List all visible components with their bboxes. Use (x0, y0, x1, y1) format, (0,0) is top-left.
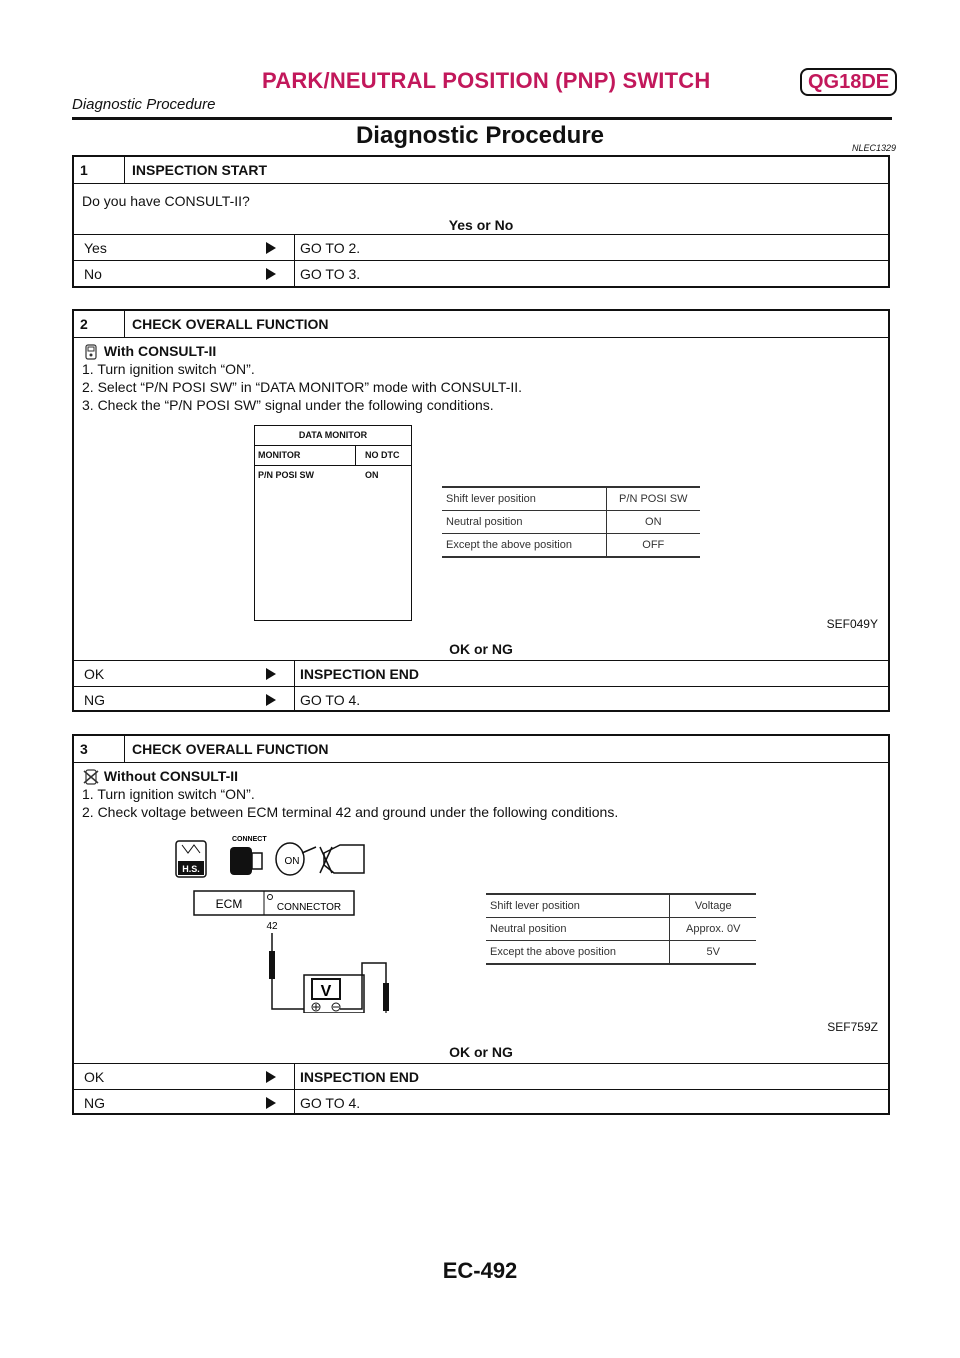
engine-code-badge: QG18DE (800, 68, 897, 96)
table-header-cell: Shift lever position (486, 894, 670, 918)
arrow-right-icon (266, 242, 276, 254)
step-header (74, 736, 888, 762)
condition-table (442, 486, 700, 558)
result-row (74, 660, 888, 686)
table-header-row (442, 487, 700, 511)
choice-text: OK or NG (449, 641, 513, 657)
instruction-line: 3. Check the “P/N POSI SW” signal under the following conditions. (82, 397, 494, 413)
table-cell: ON (606, 511, 700, 534)
mode-label: With CONSULT-II (103, 343, 217, 359)
monitor-title: DATA MONITOR (255, 426, 411, 446)
result-action: INSPECTION END (300, 1069, 420, 1085)
monitor-value: ON (365, 470, 379, 480)
table-header-cell: Voltage (670, 894, 756, 918)
step-title: CHECK OVERALL FUNCTION (132, 316, 329, 332)
instruction-line: 1. Turn ignition switch “ON”. (82, 361, 255, 377)
step-body (74, 337, 888, 660)
instruction-line: 2. Select “P/N POSI SW” in “DATA MONITOR” mode with CONSULT-II. (82, 379, 523, 395)
step-number: 2 (80, 316, 88, 332)
result-action: GO TO 3. (300, 266, 361, 282)
step-3-block (72, 734, 890, 1115)
data-monitor-screen (254, 425, 412, 621)
table-cell: Except the above position (442, 534, 606, 558)
mode-label: Without CONSULT-II (103, 768, 239, 784)
ecm-connector (194, 891, 354, 932)
table-row (442, 511, 700, 534)
result-label: No (84, 266, 102, 282)
condition-table (486, 893, 756, 965)
meter-label: V (320, 983, 332, 1000)
connector-label: CONNECTOR (276, 902, 342, 913)
section-subtitle: Diagnostic Procedure (72, 96, 216, 113)
step-number: 1 (80, 162, 88, 178)
on-label: ON (284, 856, 300, 867)
step-1-block (72, 155, 890, 288)
table-cell: Neutral position (486, 918, 670, 941)
monitor-header (255, 446, 411, 466)
result-row (74, 234, 888, 260)
result-action: GO TO 4. (300, 692, 361, 708)
result-row (74, 1089, 888, 1115)
section-title: PARK/NEUTRAL POSITION (PNP) SWITCH (262, 68, 711, 93)
terminal-label: 42 (266, 921, 278, 932)
page-title: Diagnostic Procedure (355, 122, 605, 149)
result-action: GO TO 2. (300, 240, 361, 256)
step-number: 3 (80, 741, 88, 757)
table-cell: Except the above position (486, 941, 670, 965)
choice-text: Yes or No (448, 217, 514, 233)
arrow-right-icon (266, 1071, 276, 1083)
voltmeter (269, 933, 389, 1013)
arrow-right-icon (266, 1097, 276, 1109)
monitor-item: P/N POSI SW (258, 470, 315, 480)
figure-code: SEF049Y (826, 617, 878, 631)
result-row (74, 260, 888, 286)
table-row (442, 534, 700, 558)
table-row (486, 918, 756, 941)
instruction-line: 2. Check voltage between ECM terminal 42 and ground under the following conditions. (82, 804, 619, 820)
table-header-cell: P/N POSI SW (606, 487, 700, 511)
arrow-right-icon (266, 268, 276, 280)
result-row (74, 1063, 888, 1089)
page-number: EC-492 (442, 1258, 518, 1283)
ecm-label: ECM (215, 897, 243, 911)
reference-code: NLEC1329 (852, 143, 897, 153)
arrow-right-icon (266, 668, 276, 680)
ignition-key-icon (276, 843, 316, 875)
no-tester-icon (82, 769, 100, 785)
connect-label: CONNECT (232, 836, 267, 843)
connect-icon (230, 836, 267, 875)
monitor-status: NO DTC (365, 450, 400, 460)
table-header-row (486, 894, 756, 918)
figure-code: SEF759Z (827, 1020, 878, 1034)
table-cell: 5V (670, 941, 756, 965)
question-text: Do you have CONSULT-II? (82, 193, 250, 209)
step-header (74, 311, 888, 337)
table-cell: Approx. 0V (670, 918, 756, 941)
step-2-block (72, 309, 890, 712)
result-label: OK (84, 1069, 105, 1085)
step-body (74, 183, 888, 234)
consult-tester-icon (82, 344, 100, 360)
result-action: GO TO 4. (300, 1095, 361, 1111)
step-title: INSPECTION START (132, 162, 268, 178)
mode-line (82, 342, 216, 360)
header-rule (72, 117, 892, 120)
result-label: OK (84, 666, 105, 682)
voltage-check-diagram (174, 833, 474, 1013)
result-label: NG (84, 1095, 105, 1111)
result-action: INSPECTION END (300, 666, 420, 682)
table-header-cell: Shift lever position (442, 487, 606, 511)
result-row (74, 686, 888, 712)
table-row (486, 941, 756, 965)
arrow-right-icon (266, 694, 276, 706)
table-cell: OFF (606, 534, 700, 558)
harness-connector-icon (176, 841, 206, 877)
monitor-col: MONITOR (258, 450, 301, 460)
table-cell: Neutral position (442, 511, 606, 534)
result-label: NG (84, 692, 105, 708)
step-header (74, 157, 888, 183)
instruction-line: 1. Turn ignition switch “ON”. (82, 786, 255, 802)
engine-icon (320, 845, 364, 873)
result-label: Yes (84, 240, 107, 256)
step-title: CHECK OVERALL FUNCTION (132, 741, 329, 757)
hs-label: H.S. (182, 864, 200, 874)
choice-text: OK or NG (449, 1044, 513, 1060)
mode-line (82, 767, 238, 785)
monitor-row (255, 466, 411, 484)
step-body (74, 762, 888, 1063)
